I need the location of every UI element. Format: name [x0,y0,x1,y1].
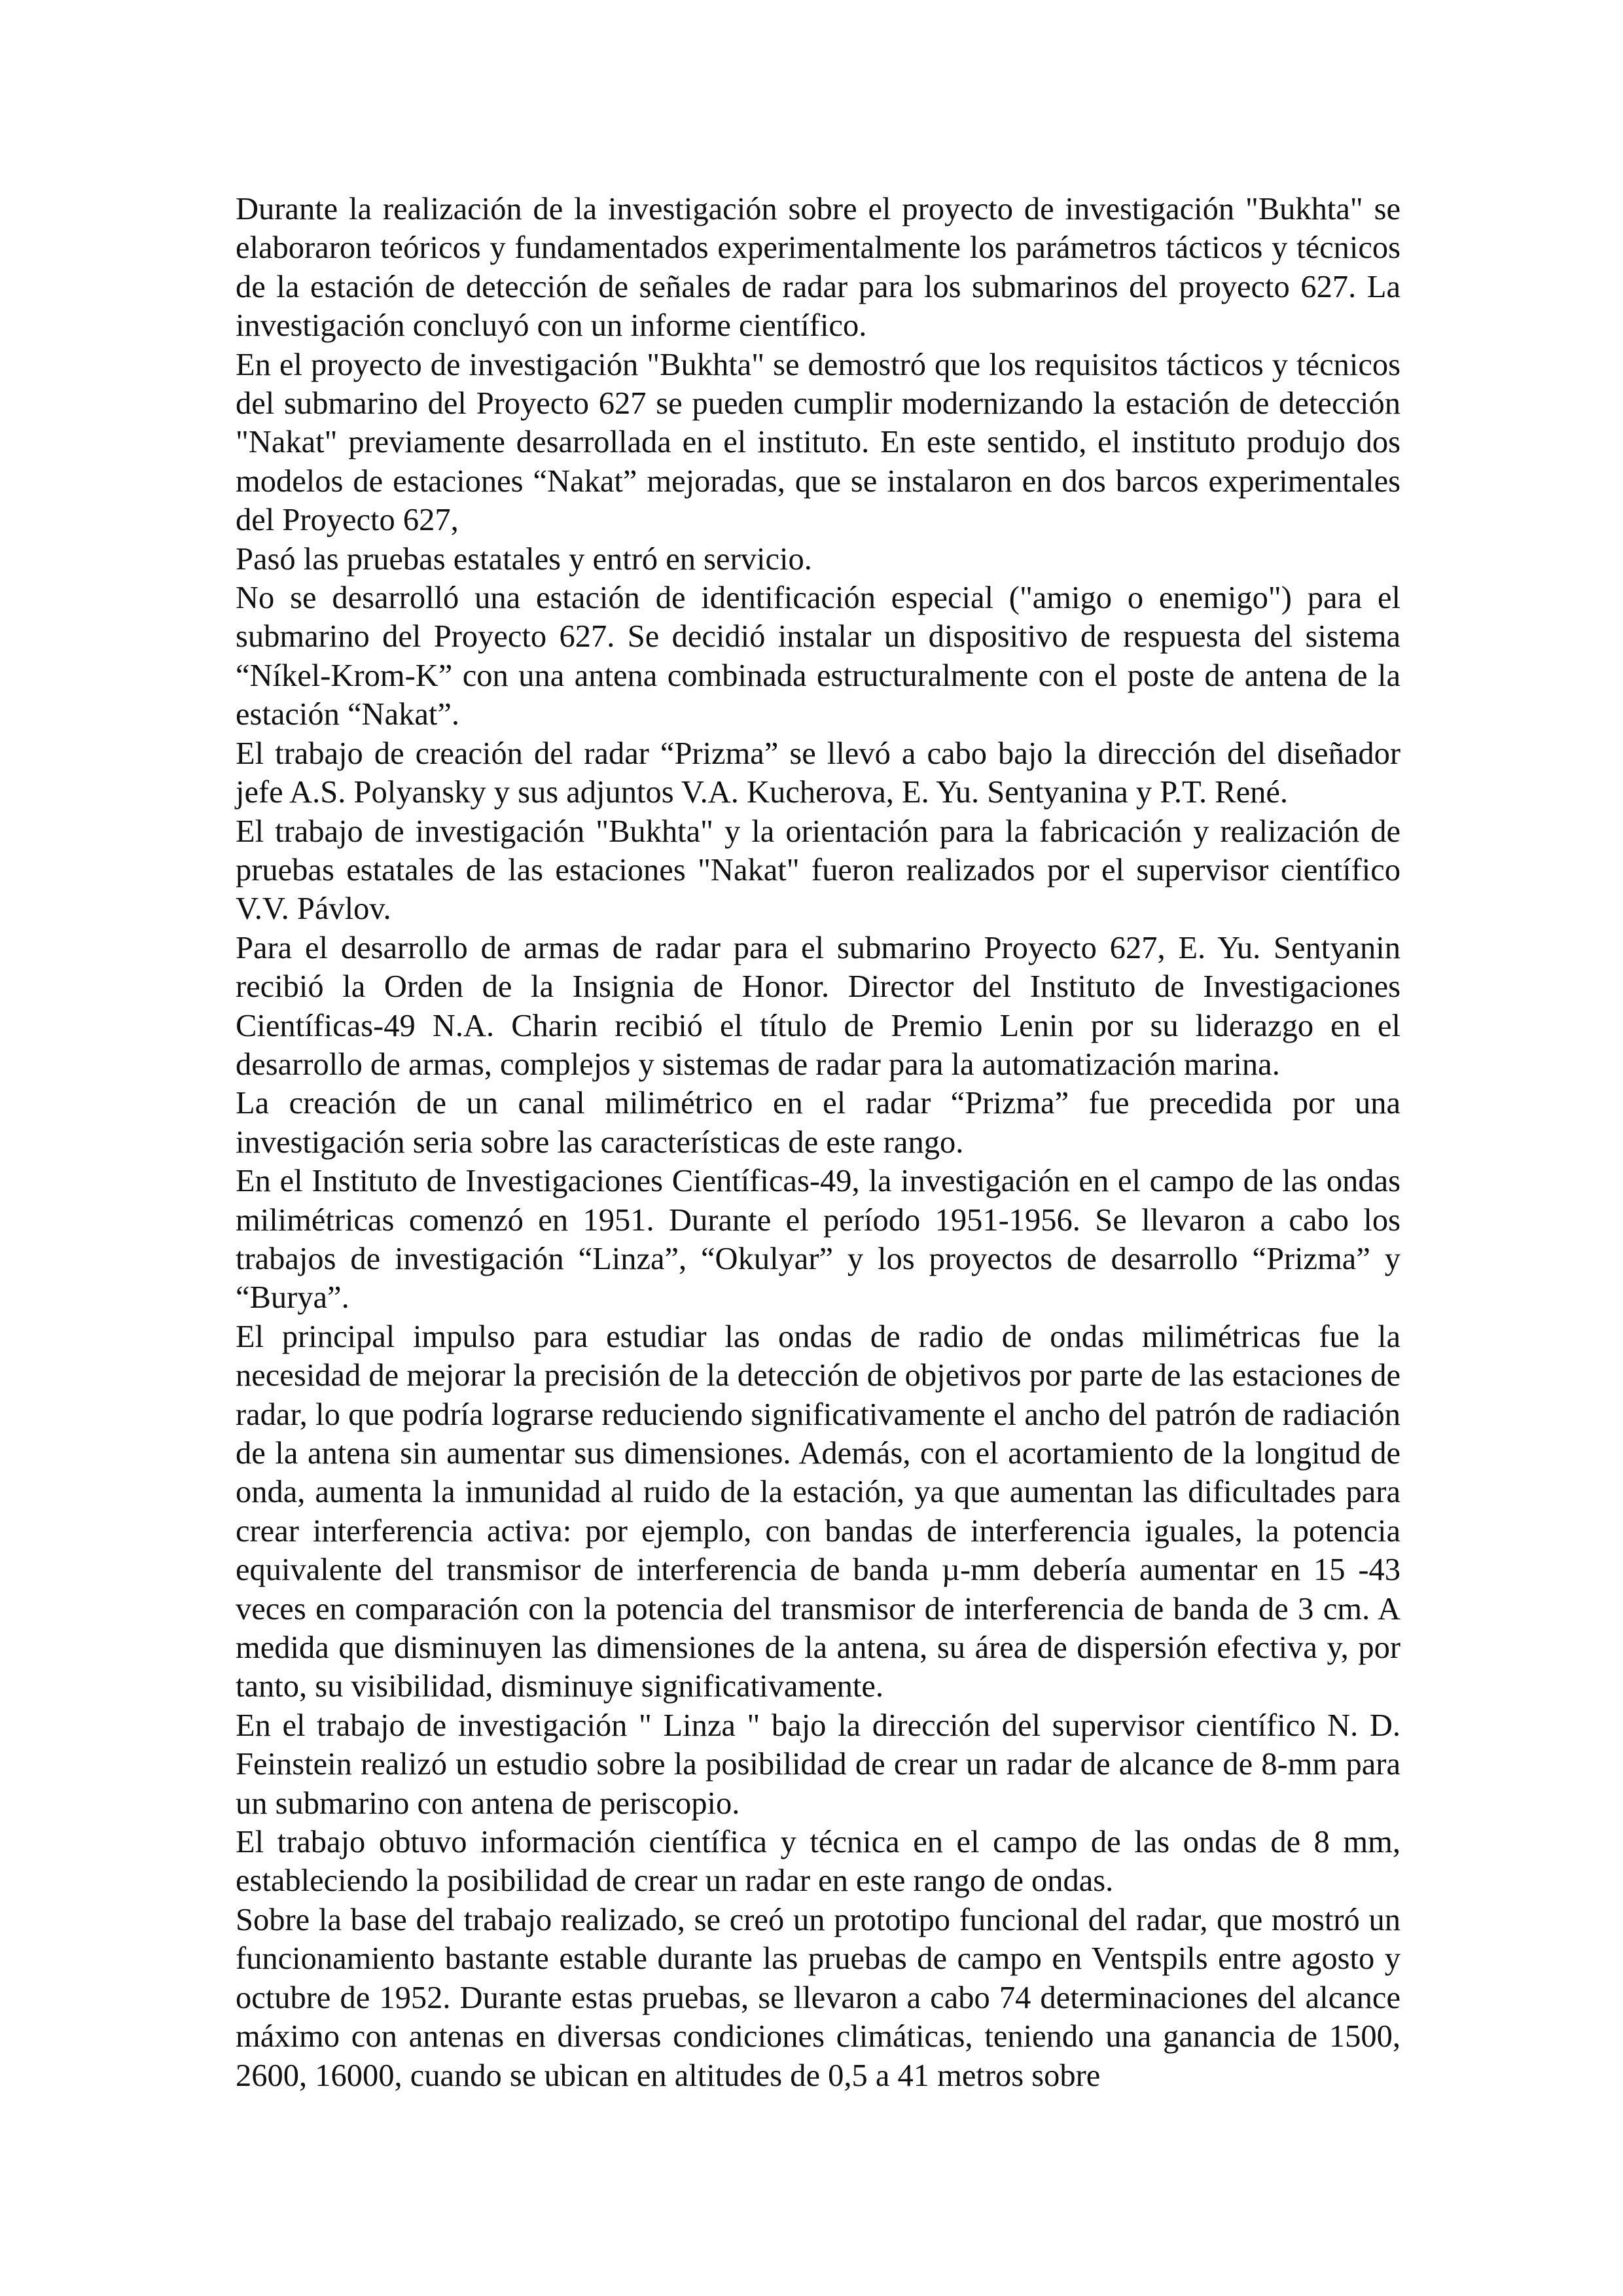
paragraph-state-tests: Pasó las pruebas estatales y entró en servicio. [236,541,812,577]
paragraph-bukhta-research: Durante la realización de la investigación sobre el proyecto de investigación "Bukhta" se elaboraron teóricos y fundamentados experimentalmente los parámetros tácticos y técnicos de la estación de detección de señales de radar para los submarinos del proyecto 627. La investigación concluyó con un informe científico. [236,192,1400,344]
paragraph-prizma-designers: El trabajo de creación del radar “Prizma” se llevó a cabo bajo la dirección del diseñador jefe A.S. Polyansky y sus adjuntos V.A. Kucherova, E. Yu. Sentyanina y P.T. René. [236,736,1400,810]
paragraph-identification-station: No se desarrolló una estación de identificación especial ("amigo o enemigo") para el submarino del Proyecto 627. Se decidió instalar un dispositivo de respuesta del sistema “Níkel-Krom-K” con una antena combinada estructuralmente con el poste de antena de la estación “Nakat”. [236,581,1400,732]
paragraph-scientific-supervisor: El trabajo de investigación "Bukhta" y la orientación para la fabricación y realización de pruebas estatales de las estaciones "Nakat" fueron realizados por el supervisor científico V.V. Pávlov. [236,814,1400,927]
paragraph-main-impulse: El principal impulso para estudiar las ondas de radio de ondas milimétricas fue la necesidad de mejorar la precisión de la detección de objetivos por parte de las estaciones de radar, lo que podría lograrse reduciendo significativamente el ancho del patrón de radiación de la antena sin aumentar sus dimensiones. Además, con el acortamiento de la longitud de onda, aumenta la inmunidad al ruido de la estación, ya que aumentan las dificultades para crear interferencia activa: por ejemplo, con bandas de interferencia iguales, la potencia equivalente del transmisor de interferencia de banda µ-mm debería aumentar en 15 -43 veces en comparación con la potencia del transmisor de interferencia de banda de 3 cm. A medida que disminuyen las dimensiones de la antena, su área de dispersión efectiva y, por tanto, su visibilidad, disminuye significativamente. [236,1319,1400,1704]
document-body [236,190,1400,2095]
paragraph-millimeter-waves-research: En el Instituto de Investigaciones Científicas-49, la investigación en el campo de las ondas milimétricas comenzó en 1951. Durante el período 1951-1956. Se llevaron a cabo los trabajos de investigación “Linza”, “Okulyar” y los proyectos de desarrollo “Prizma” y “Burya”. [236,1164,1400,1316]
paragraph-millimeter-channel: La creación de un canal milimétrico en el radar “Prizma” fue precedida por una investigación seria sobre las características de este rango. [236,1086,1400,1160]
paragraph-awards: Para el desarrollo de armas de radar para el submarino Proyecto 627, E. Yu. Sentyanin recibió la Orden de la Insignia de Honor. Director del Instituto de Investigaciones Científicas-49 N.A. Charin recibió el título de Premio Lenin por su liderazgo en el desarrollo de armas, complejos y sistemas de radar para la automatización marina. [236,930,1400,1082]
paragraph-prototype-tests: Sobre la base del trabajo realizado, se creó un prototipo funcional del radar, que mostró un funcionamiento bastante estable durante las pruebas de campo en Ventspils entre agosto y octubre de 1952. Durante estas pruebas, se llevaron a cabo 74 determinaciones del alcance máximo con antenas en diversas condiciones climáticas, teniendo una ganancia de 1500, 2600, 16000, cuando se ubican en altitudes de 0,5 a 41 metros sobre [236,1902,1400,2093]
paragraph-nakat-modernization: En el proyecto de investigación "Bukhta" se demostró que los requisitos tácticos y técnicos del submarino del Proyecto 627 se pueden cumplir modernizando la estación de detección "Nakat" previamente desarrollada en el instituto. En este sentido, el instituto produjo dos modelos de estaciones “Nakat” mejoradas, que se instalaron en dos barcos experimentales del Proyecto 627, [236,347,1400,538]
paragraph-linza-research: En el trabajo de investigación " Linza " bajo la dirección del supervisor científico N. D. Feinstein realizó un estudio sobre la posibilidad de crear un radar de alcance de 8-mm para un submarino con antena de periscopio. [236,1708,1400,1821]
paragraph-8mm-results: El trabajo obtuvo información científica y técnica en el campo de las ondas de 8 mm, estableciendo la posibilidad de crear un radar en este rango de ondas. [236,1825,1400,1899]
